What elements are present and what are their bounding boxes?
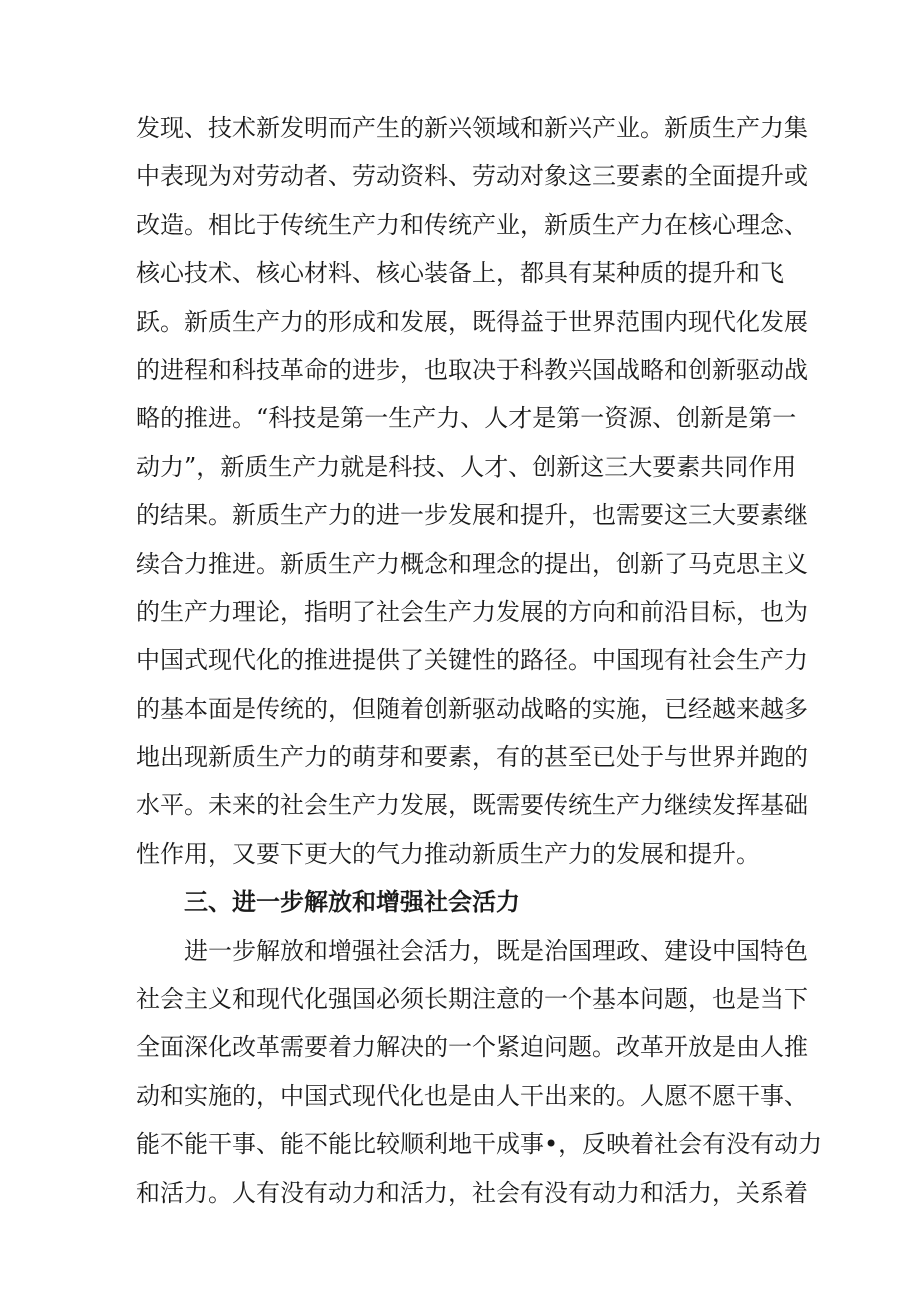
text-line: 中表现为对劳动者、劳动资料、劳动对象这三要素的全面提升或: [136, 162, 808, 191]
section-heading: 三、进一步解放和增强社会活力: [184, 888, 520, 917]
section-paragraph: [136, 927, 823, 1217]
text-line: 发现、技术新发明而产生的新兴领域和新兴产业。新质生产力集: [136, 114, 808, 142]
text-line: 水平。未来的社会生产力发展，既需要传统生产力继续发挥基础: [136, 791, 808, 820]
text-line: 和活力。人有没有动力和活力，社会有没有动力和活力，关系着: [136, 1178, 808, 1207]
text-line: 改造。相比于传统生产力和传统产业，新质生产力在核心理念、: [136, 210, 808, 239]
text-line: 跃。新质生产力的形成和发展，既得益于世界范围内现代化发展: [136, 307, 808, 336]
text-line: 的生产力理论，指明了社会生产力发展的方向和前沿目标，也为: [136, 597, 808, 626]
text-line: 社会主义和现代化强国必须长期注意的一个基本问题，也是当下: [136, 985, 808, 1014]
text-line: 能不能干事、能不能比较顺利地干成事•，反映着社会有没有动力: [136, 1130, 823, 1159]
text-line: 进一步解放和增强社会活力，既是治国理政、建设中国特色: [184, 936, 808, 965]
text-line: 中国式现代化的推进提供了关键性的路径。中国现有社会生产力: [136, 646, 808, 675]
text-line: 核心技术、核心材料、核心装备上，都具有某种质的提升和飞: [136, 259, 784, 288]
document-body: [136, 104, 823, 1217]
text-line: 全面深化改革需要着力解决的一个紧迫问题。改革开放是由人推: [136, 1033, 808, 1062]
text-line: 性作用，又要下更大的气力推动新质生产力的发展和提升。: [136, 839, 760, 868]
text-line: 续合力推进。新质生产力概念和理念的提出，创新了马克思主义: [136, 549, 808, 578]
text-line: 的进程和科技革命的进步，也取决于科教兴国战略和创新驱动战: [136, 355, 808, 384]
text-line: 的基本面是传统的，但随着创新驱动战略的实施，已经越来越多: [136, 694, 808, 723]
paragraph-continuation: [136, 104, 808, 878]
text-line: 的结果。新质生产力的进一步发展和提升，也需要这三大要素继: [136, 501, 808, 530]
text-line: 动和实施的，中国式现代化也是由人干出来的。人愿不愿干事、: [136, 1081, 808, 1110]
text-line: 略的推进。“科技是第一生产力、人才是第一资源、创新是第一: [136, 404, 797, 433]
text-line: 动力”，新质生产力就是科技、人才、创新这三大要素共同作用: [136, 452, 797, 481]
text-line: 地出现新质生产力的萌芽和要素，有的甚至已处于与世界并跑的: [136, 743, 808, 772]
